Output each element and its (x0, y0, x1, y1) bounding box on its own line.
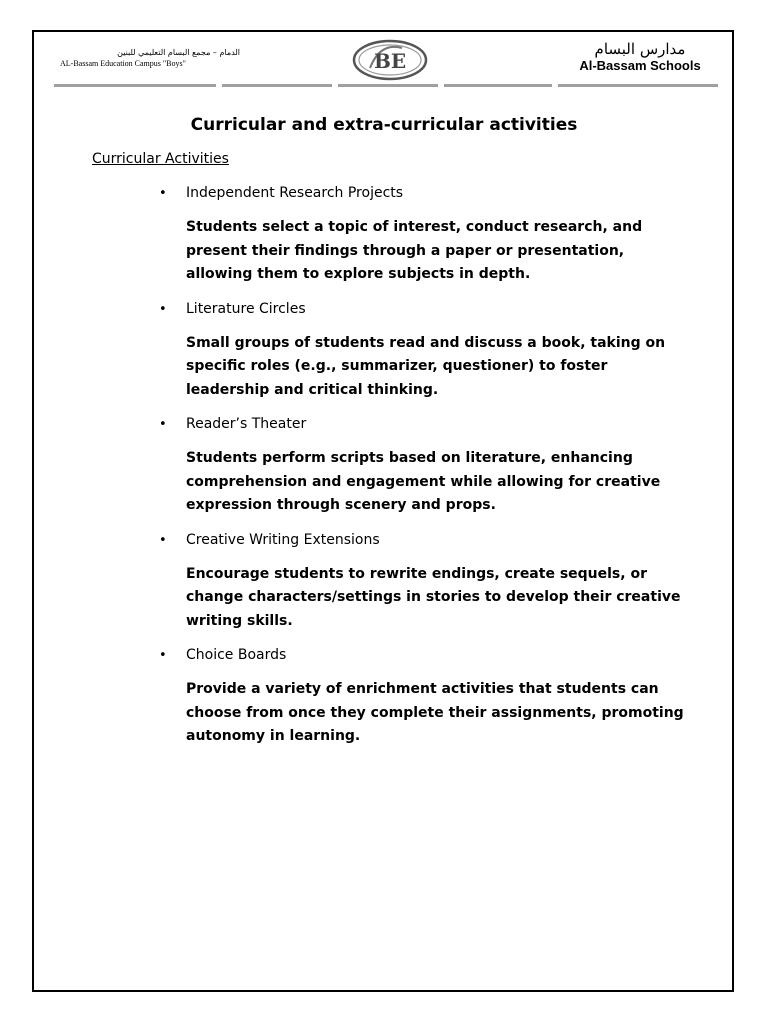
header-divider-center (338, 84, 438, 87)
list-item (0, 413, 768, 518)
section-heading: Curricular Activities (92, 151, 229, 167)
activity-description: Small groups of students read and discuss a book, taking on specific roles (e.g., summarizer, questioner) to foster leadership and critical thinking. (186, 334, 666, 398)
bullet-icon: • (159, 301, 167, 317)
brand-block (556, 40, 716, 74)
activity-title: Reader’s Theater (186, 416, 307, 432)
campus-name-english: AL-Bassam Education Campus "Boys" (60, 59, 186, 68)
activity-description: Encourage students to rewrite endings, create sequels, or change characters/settings in stories to develop their creative writing skills. (186, 565, 681, 629)
document-title: Curricular and extra-curricular activities (190, 115, 578, 135)
list-item (0, 529, 768, 634)
activity-title: Literature Circles (186, 300, 306, 317)
activity-description: Students select a topic of interest, conduct research, and present their findings through a paper or presentation, allowing them to explore subjects in depth. (186, 219, 643, 282)
bullet-icon: • (159, 186, 167, 201)
list-item (0, 298, 768, 403)
logo-letters: BE (374, 49, 407, 73)
activity-title: Independent Research Projects (186, 185, 404, 201)
campus-name-arabic: الدمام – مجمع البسام التعليمي للبنين (117, 48, 240, 57)
header-divider-left (54, 84, 216, 87)
bullet-icon: • (159, 417, 167, 432)
school-logo (350, 38, 430, 82)
header-divider-mid-left (222, 84, 332, 87)
activity-title: Creative Writing Extensions (186, 531, 380, 548)
activity-list (0, 182, 768, 760)
brand-name-arabic: مدارس البسام (594, 40, 686, 58)
header-divider-mid-right (444, 84, 552, 87)
bullet-icon: • (159, 648, 167, 663)
list-item (0, 182, 768, 287)
list-item (0, 644, 768, 749)
activity-title: Choice Boards (186, 647, 287, 663)
activity-description: Provide a variety of enrichment activities that students can choose from once they complete their assignments, promoting autonomy in learning. (186, 681, 684, 744)
header-campus-block (60, 48, 250, 69)
brand-name-english: Al-Bassam Schools (579, 58, 701, 73)
activity-description: Students perform scripts based on literature, enhancing comprehension and engagement while allowing for creative expression through scenery and props. (186, 450, 661, 513)
bullet-icon: • (159, 532, 167, 548)
header-divider-right (558, 84, 718, 87)
school-logo-emblem-icon (350, 38, 430, 82)
